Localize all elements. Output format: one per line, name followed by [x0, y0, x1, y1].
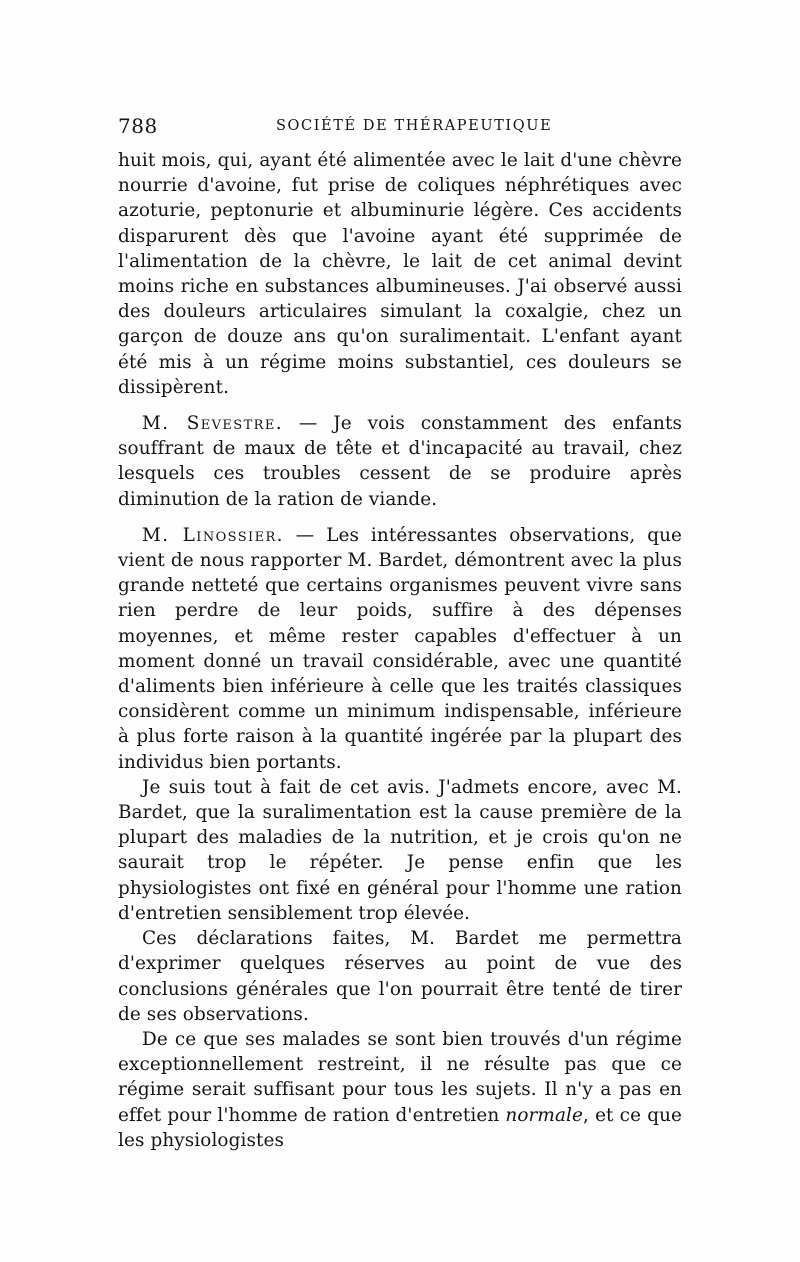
body-text: [118, 148, 682, 1153]
paragraph-sevestre: [118, 411, 682, 512]
running-head: [118, 114, 682, 144]
paragraph: [118, 926, 682, 1027]
paragraph-text: — Je vois constamment des enfants souffrant de maux de tête et d'incapacité au travail, chez lesquels ces troubles cessent de se produire après diminution de la ration de viande.: [118, 413, 682, 510]
paragraph: [118, 775, 682, 926]
paragraph: [118, 1027, 682, 1153]
journal-title: SOCIÉTÉ DE THÉRAPEUTIQUE: [276, 118, 553, 134]
paragraph-text: De ce que ses malades se sont bien trouvés d'un régime exceptionnellement restreint, il ne résulte pas que ce régime serait suffisant pour tous les sujets. Il n'y a pas en effet pour l'homme de ration d'entretien: [118, 1028, 682, 1126]
page-number: 788: [118, 114, 158, 138]
paragraph-linossier: [118, 523, 682, 775]
speaker-name: M. Sevestre.: [142, 413, 283, 435]
paragraph-continuation: [118, 148, 682, 400]
paragraph-text: Je suis tout à fait de cet avis. J'admets encore, avec M. Bardet, que la suralimentation est la cause première de la plupart des maladies de la nutrition, et je crois qu'on ne saurait trop le répéter. Je pense enfin que les physiologistes ont fixé en général pour l'homme une ration d'entretien sensiblement trop élevée.: [118, 776, 682, 924]
emphasized-word: normale: [505, 1104, 583, 1126]
paragraph-text: Ces déclarations faites, M. Bardet me permettra d'exprimer quelques réserves au point de vue des conclusions générales que l'on pourrait être tenté de tirer de ses observations.: [118, 928, 682, 1025]
paragraph-text: , et ce que les physiologistes: [118, 1104, 682, 1151]
paragraph-text: — Les intéressantes observations, que vient de nous rapporter M. Bardet, démontrent avec la plus grande netteté que certains organismes peuvent vivre sans rien perdre de leur poids, suffire à des dépenses moyennes, et même rester capables d'effectuer à un moment donné un travail considérable, avec une quantité d'aliments bien inférieure à celle que les traités classiques considèrent comme un minimum indispensable, inférieure à plus forte raison à la quantité ingérée par la plupart des individus bien portants.: [118, 524, 682, 773]
speaker-name: M. Linossier.: [142, 524, 284, 546]
paragraph-text: huit mois, qui, ayant été alimentée avec le lait d'une chèvre nourrie d'avoine, fut prise de coliques néphrétiques avec azoturie, peptonurie et albuminurie légère. Ces accidents disparurent dès que l'avoine ayant été supprimée de l'alimentation de la chèvre, le lait de cet animal devint moins riche en substances albumineuses. J'ai observé aussi des douleurs articulaires simulant la coxalgie, chez un garçon de douze ans qu'on suralimentait. L'enfant ayant été mis à un régime moins substantiel, ces douleurs se dissipèrent.: [118, 150, 682, 398]
